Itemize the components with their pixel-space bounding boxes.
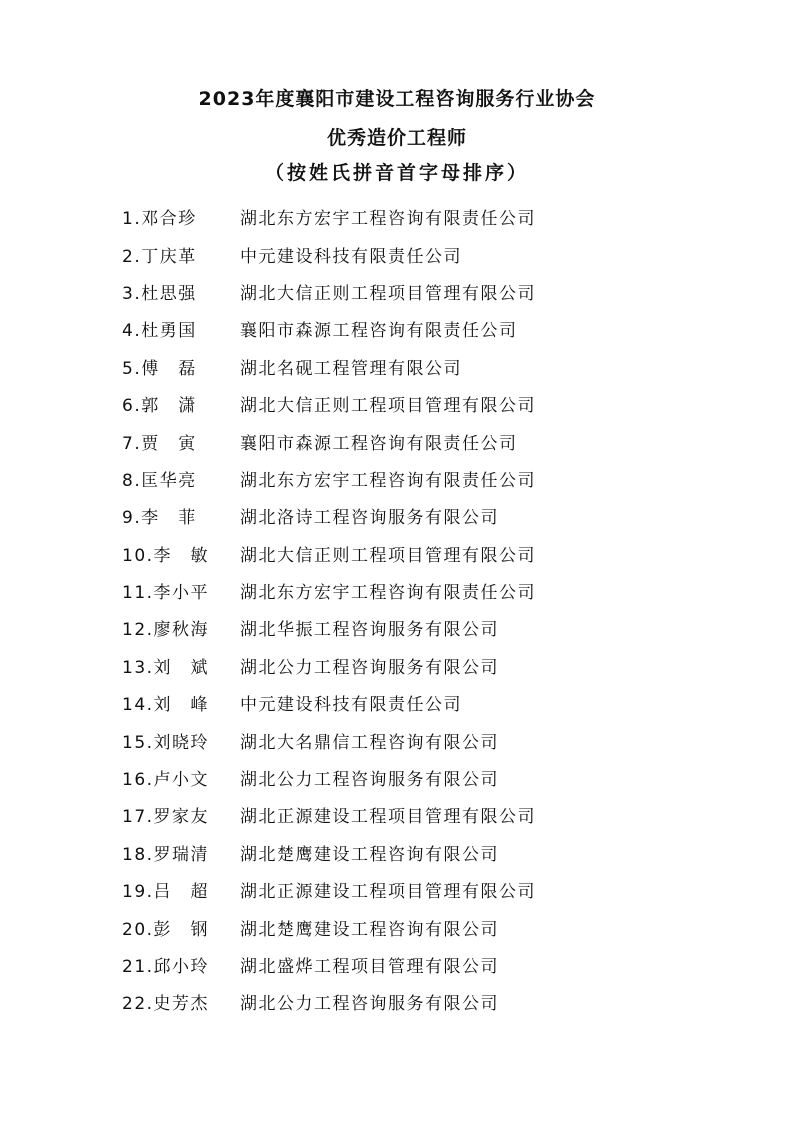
list-item bbox=[122, 609, 722, 646]
list-item bbox=[122, 273, 722, 310]
engineer-name: 9.李 菲 bbox=[122, 508, 197, 529]
engineer-name: 14.刘 峰 bbox=[122, 695, 210, 716]
company-name: 湖北大信正则工程项目管理有限公司 bbox=[240, 283, 536, 304]
engineer-name: 10.李 敏 bbox=[122, 545, 210, 566]
engineer-name: 19.吕 超 bbox=[122, 882, 210, 903]
document-title: 2023年度襄阳市建设工程咨询服务行业协会 bbox=[198, 88, 596, 110]
list-item bbox=[122, 684, 722, 721]
list-item bbox=[122, 460, 722, 497]
engineer-name: 11.李小平 bbox=[122, 583, 210, 604]
company-name: 中元建设科技有限责任公司 bbox=[240, 695, 462, 716]
list-item bbox=[122, 572, 722, 609]
engineer-name: 13.刘 斌 bbox=[122, 657, 210, 678]
company-name: 湖北东方宏宇工程咨询有限责任公司 bbox=[240, 470, 536, 491]
company-name: 湖北华振工程咨询服务有限公司 bbox=[240, 620, 499, 641]
list-item bbox=[122, 422, 722, 459]
company-name: 湖北公力工程咨询服务有限公司 bbox=[240, 994, 499, 1015]
company-name: 湖北大信正则工程项目管理有限公司 bbox=[240, 396, 536, 417]
engineer-name: 8.匡华亮 bbox=[122, 470, 197, 491]
engineer-name: 15.刘晓玲 bbox=[122, 732, 210, 753]
company-name: 襄阳市森源工程咨询有限责任公司 bbox=[240, 433, 518, 454]
list-item bbox=[122, 983, 722, 1020]
list-item bbox=[122, 348, 722, 385]
engineer-list bbox=[122, 198, 722, 1021]
list-item bbox=[122, 535, 722, 572]
company-name: 湖北楚鹰建设工程咨询有限公司 bbox=[240, 919, 499, 940]
engineer-name: 7.贾 寅 bbox=[122, 433, 197, 454]
engineer-name: 4.杜勇国 bbox=[122, 321, 197, 342]
engineer-name: 17.罗家友 bbox=[122, 807, 210, 828]
company-name: 湖北正源建设工程项目管理有限公司 bbox=[240, 807, 536, 828]
company-name: 湖北楚鹰建设工程咨询有限公司 bbox=[240, 844, 499, 865]
company-name: 湖北公力工程咨询服务有限公司 bbox=[240, 657, 499, 678]
list-item bbox=[122, 235, 722, 272]
engineer-name: 20.彭 钢 bbox=[122, 919, 210, 940]
list-item bbox=[122, 198, 722, 235]
list-item bbox=[122, 497, 722, 534]
company-name: 湖北大信正则工程项目管理有限公司 bbox=[240, 545, 536, 566]
engineer-name: 2.丁庆革 bbox=[122, 246, 197, 267]
company-name: 中元建设科技有限责任公司 bbox=[240, 246, 462, 267]
engineer-name: 18.罗瑞清 bbox=[122, 844, 210, 865]
engineer-name: 21.邱小玲 bbox=[122, 957, 210, 977]
company-name: 湖北公力工程咨询服务有限公司 bbox=[240, 770, 499, 791]
engineer-name: 22.史芳杰 bbox=[122, 994, 210, 1015]
engineer-name: 6.郭 潇 bbox=[122, 396, 197, 417]
company-name: 湖北大名鼎信工程咨询有限公司 bbox=[240, 732, 499, 753]
engineer-name: 3.杜思强 bbox=[122, 283, 197, 304]
list-item bbox=[122, 647, 722, 684]
engineer-name: 16.卢小文 bbox=[122, 770, 210, 791]
list-item bbox=[122, 759, 722, 796]
company-name: 湖北盛烨工程项目管理有限公司 bbox=[240, 957, 499, 977]
list-item bbox=[122, 310, 722, 347]
list-item bbox=[122, 385, 722, 422]
company-name: 湖北名砚工程管理有限公司 bbox=[240, 358, 462, 379]
list-item bbox=[122, 908, 722, 945]
sort-note: （按姓氏拼音首字母排序） bbox=[264, 162, 529, 184]
list-item bbox=[122, 834, 722, 871]
company-name: 湖北东方宏宇工程咨询有限责任公司 bbox=[240, 583, 536, 604]
engineer-name: 5.傅 磊 bbox=[122, 358, 197, 379]
engineer-name: 1.邓合珍 bbox=[122, 209, 197, 230]
document-subtitle: 优秀造价工程师 bbox=[326, 127, 467, 149]
company-name: 湖北正源建设工程项目管理有限公司 bbox=[240, 882, 536, 903]
list-item bbox=[122, 721, 722, 758]
company-name: 湖北东方宏宇工程咨询有限责任公司 bbox=[240, 209, 536, 230]
list-item bbox=[122, 946, 722, 983]
list-item bbox=[122, 796, 722, 833]
company-name: 襄阳市森源工程咨询有限责任公司 bbox=[240, 321, 518, 342]
list-item bbox=[122, 871, 722, 908]
engineer-name: 12.廖秋海 bbox=[122, 620, 210, 641]
company-name: 湖北洛诗工程咨询服务有限公司 bbox=[240, 508, 499, 529]
